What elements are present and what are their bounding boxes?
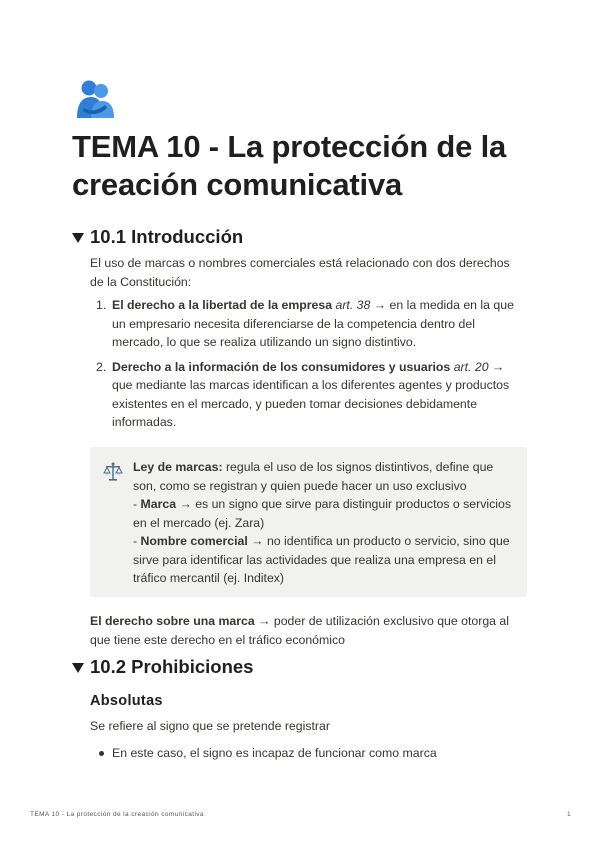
section-toggle-prohibiciones[interactable] <box>72 656 253 678</box>
nombre-comercial-definition <box>133 532 515 588</box>
page-title: TEMA 10 - La protección de la creación comunicativa <box>72 129 507 202</box>
intro-paragraph: El uso de marcas o nombres comerciales está relacionado con dos derechos de la Constitución: <box>90 256 510 289</box>
item-title: El derecho a la libertad de la empresa <box>112 298 333 312</box>
triangle-down-icon[interactable] <box>72 233 84 243</box>
law-title: Ley de marcas: <box>133 460 223 474</box>
marca-definition <box>133 495 515 532</box>
term: Nombre comercial <box>140 534 248 548</box>
section-toggle-introduccion[interactable] <box>72 226 243 248</box>
people-hugging-icon <box>74 78 116 120</box>
article-ref: art. 38 <box>335 298 371 312</box>
item-title: Derecho a la información de los consumidores y usuarios <box>112 359 451 374</box>
definition: → es un signo que sirve para distinguir productos o servicios en el mercado (ej. Zara) <box>133 497 511 530</box>
absolutas-intro: Se refiere al signo que se pretende registrar <box>90 719 330 733</box>
item-text: → en la medida en la que un empresario necesita diferenciarse de la competencia dentro del mercado, lo que se realiza utilizando un signo distintivo. <box>112 298 514 349</box>
law-text: regula el uso de los signos distintivos, define que son, como se registran y quien puede hacer un uso exclusivo <box>133 460 494 493</box>
rights-list <box>90 296 526 432</box>
derecho-title: El derecho sobre una marca <box>90 614 255 628</box>
list-item <box>90 744 526 763</box>
footer-title: TEMA 10 - La protección de la creación comunicativa <box>30 811 204 818</box>
bullet-text: En este caso, el signo es incapaz de funcionar como marca <box>112 746 437 760</box>
derecho-text: → poder de utilización exclusivo que otorga al que tiene este derecho en el tráfico económico <box>90 614 510 647</box>
definition: → no identifica un producto o servicio, sino que sirve para identificar las actividades que realiza una empresa en el tráfico mercantil (ej. Inditex) <box>133 534 510 585</box>
list-number: 2. <box>96 359 107 374</box>
scales-icon <box>102 461 124 483</box>
bullet-icon <box>99 751 104 756</box>
term: Marca <box>140 497 177 511</box>
list-item <box>90 296 526 352</box>
article-ref: art. 20 <box>453 359 489 374</box>
dash: - <box>133 497 141 511</box>
bullet-list <box>90 744 526 763</box>
list-number: 1. <box>96 298 107 312</box>
callout-text <box>133 458 515 588</box>
item-text: → que mediante las marcas identifican a los diferentes agentes y productos existentes en el mercado, y pueden tomar decisiones debidamente informadas. <box>112 359 510 429</box>
list-item <box>90 358 526 432</box>
section-heading: 10.2 Prohibiciones <box>90 656 254 677</box>
callout-box <box>90 447 527 597</box>
page-number: 1 <box>567 811 572 818</box>
law-paragraph <box>133 458 515 495</box>
derecho-paragraph <box>90 612 526 649</box>
subsection-heading: Absolutas <box>90 693 163 709</box>
triangle-down-icon[interactable] <box>72 663 84 673</box>
dash: - <box>133 534 141 548</box>
section-heading: 10.1 Introducción <box>90 226 244 247</box>
